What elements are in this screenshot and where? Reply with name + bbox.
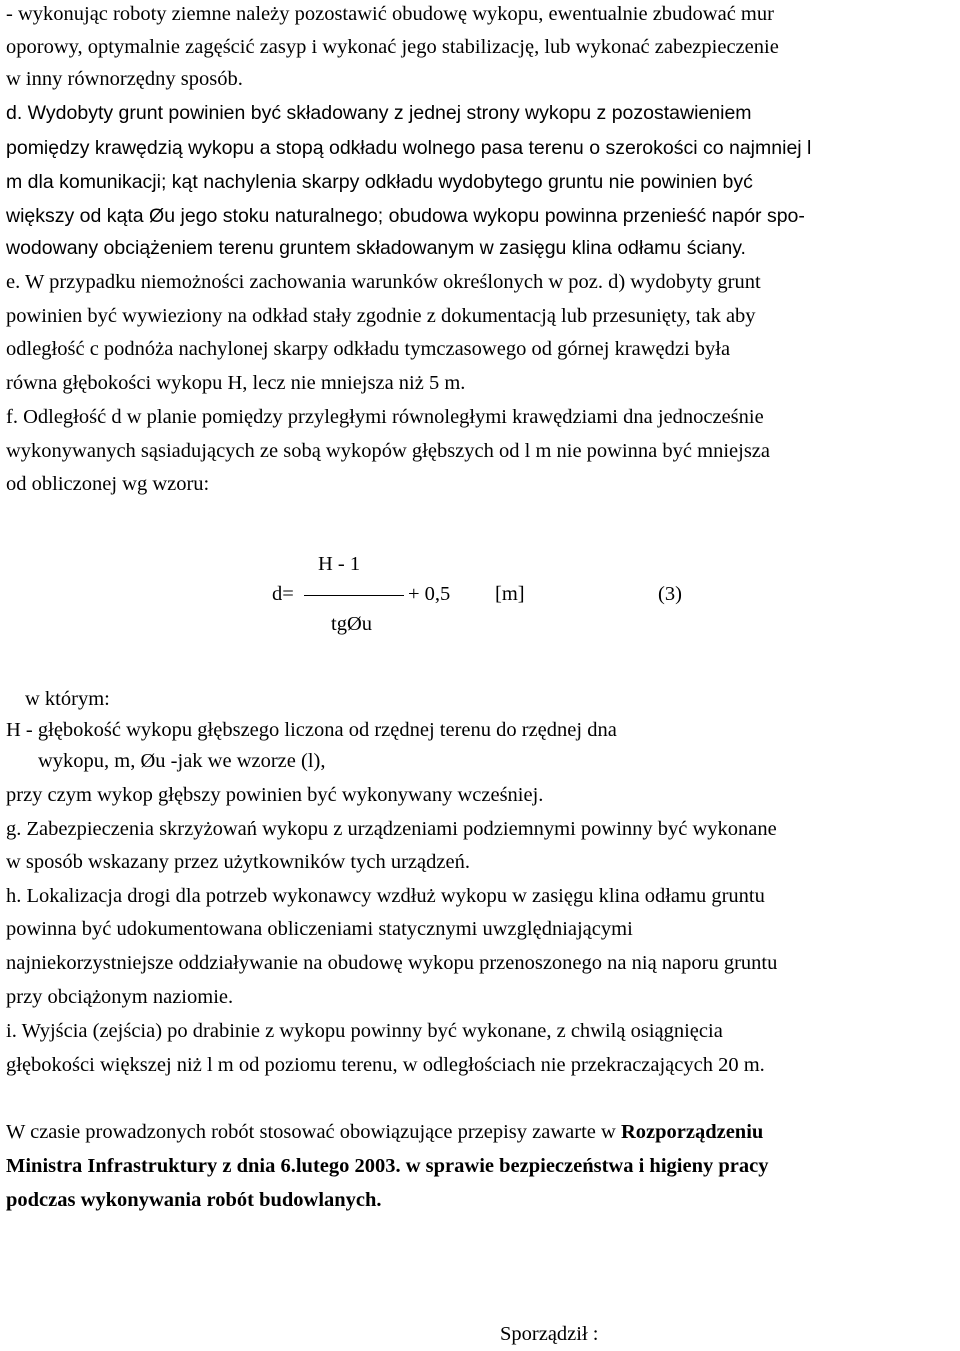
text-line: e. W przypadku niemożności zachowania warunków określonych w poz. d) wydobyty grunt xyxy=(6,271,761,293)
fraction-bar xyxy=(304,595,404,596)
text-line: wykopu, m, Øu -jak we wzorze (l), xyxy=(38,750,326,772)
text-line: powinien być wywieziony na odkład stały zgodnie z dokumentacją lub przesunięty, tak aby xyxy=(6,305,756,327)
text-line: najniekorzystniejsze oddziaływanie na obudowę wykopu przenoszonego na nią naporu gruntu xyxy=(6,952,778,974)
text-line: wodowany obciążeniem terenu gruntem składowanym w zasięgu klina odłamu ściany. xyxy=(6,237,746,259)
text-line: odległość c podnóża nachylonej skarpy odkładu tymczasowego od górnej krawędzi była xyxy=(6,338,731,360)
regulation-title-line: podczas wykonywania robót budowlanych. xyxy=(6,1189,382,1211)
regulation-line xyxy=(6,1120,763,1144)
formula-constant: + 0,5 xyxy=(408,583,451,605)
signature-label: Sporządził : xyxy=(500,1323,599,1345)
text-line: w sposób wskazany przez użytkowników tych urządzeń. xyxy=(6,851,470,873)
formula-number: (3) xyxy=(658,583,682,605)
text-line: m dla komunikacji; kąt nachylenia skarpy odkładu wydobytego gruntu nie powinien być xyxy=(6,171,753,193)
text-line: powinna być udokumentowana obliczeniami statycznymi uwzględniającymi xyxy=(6,918,633,940)
text-line: wykonywanych sąsiadujących ze sobą wykopów głębszych od l m nie powinna być mniejsza xyxy=(6,440,770,462)
text-line: H - głębokość wykopu głębszego liczona od rzędnej terenu do rzędnej dna xyxy=(6,719,617,741)
text-line: od obliczonej wg wzoru: xyxy=(6,473,210,495)
text-line: w inny równorzędny sposób. xyxy=(6,68,243,90)
regulation-title-part: Rozporządzeniu xyxy=(620,1121,764,1143)
text-line: większy od kąta Øu jego stoku naturalnego; obudowa wykopu powinna przenieść napór spo- xyxy=(6,205,805,227)
text-line: i. Wyjścia (zejścia) po drabinie z wykopu powinny być wykonane, z chwilą osiągnięcia xyxy=(6,1020,723,1042)
text-line: oporowy, optymalnie zagęścić zasyp i wykonać jego stabilizację, lub wykonać zabezpieczenie xyxy=(6,36,779,58)
formula-denominator: tgØu xyxy=(331,613,372,635)
formula-lhs: d= xyxy=(272,583,294,605)
text-line: pomiędzy krawędzią wykopu a stopą odkładu wolnego pasa terenu o szerokości co najmniej l xyxy=(6,137,812,159)
text-line: f. Odległość d w planie pomiędzy przyległymi równoległymi krawędziami dna jednocześnie xyxy=(6,406,764,428)
text-line: głębokości większej niż l m od poziomu terenu, w odległościach nie przekraczających 20 m. xyxy=(6,1054,765,1076)
text-line: d. Wydobyty grunt powinien być składowany z jednej strony wykopu z pozostawieniem xyxy=(6,102,752,124)
text-line: h. Lokalizacja drogi dla potrzeb wykonawcy wzdłuż wykopu w zasięgu klina odłamu gruntu xyxy=(6,885,765,907)
formula-numerator: H - 1 xyxy=(318,553,361,575)
regulation-text: W czasie prowadzonych robót stosować obowiązujące przepisy zawarte w xyxy=(6,1121,621,1143)
text-line: - wykonując roboty ziemne należy pozostawić obudowę wykopu, ewentualnie zbudować mur xyxy=(6,3,774,25)
regulation-title-line: Ministra Infrastruktury z dnia 6.lutego 2003. w sprawie bezpieczeństwa i higieny pracy xyxy=(6,1155,769,1177)
text-line: w którym: xyxy=(25,688,110,710)
text-line: g. Zabezpieczenia skrzyżowań wykopu z urządzeniami podziemnymi powinny być wykonane xyxy=(6,818,777,840)
formula-unit: [m] xyxy=(495,583,525,605)
text-line: przy obciążonym naziomie. xyxy=(6,986,234,1008)
text-line: równa głębokości wykopu H, lecz nie mniejsza niż 5 m. xyxy=(6,372,466,394)
text-line: przy czym wykop głębszy powinien być wykonywany wcześniej. xyxy=(6,784,544,806)
